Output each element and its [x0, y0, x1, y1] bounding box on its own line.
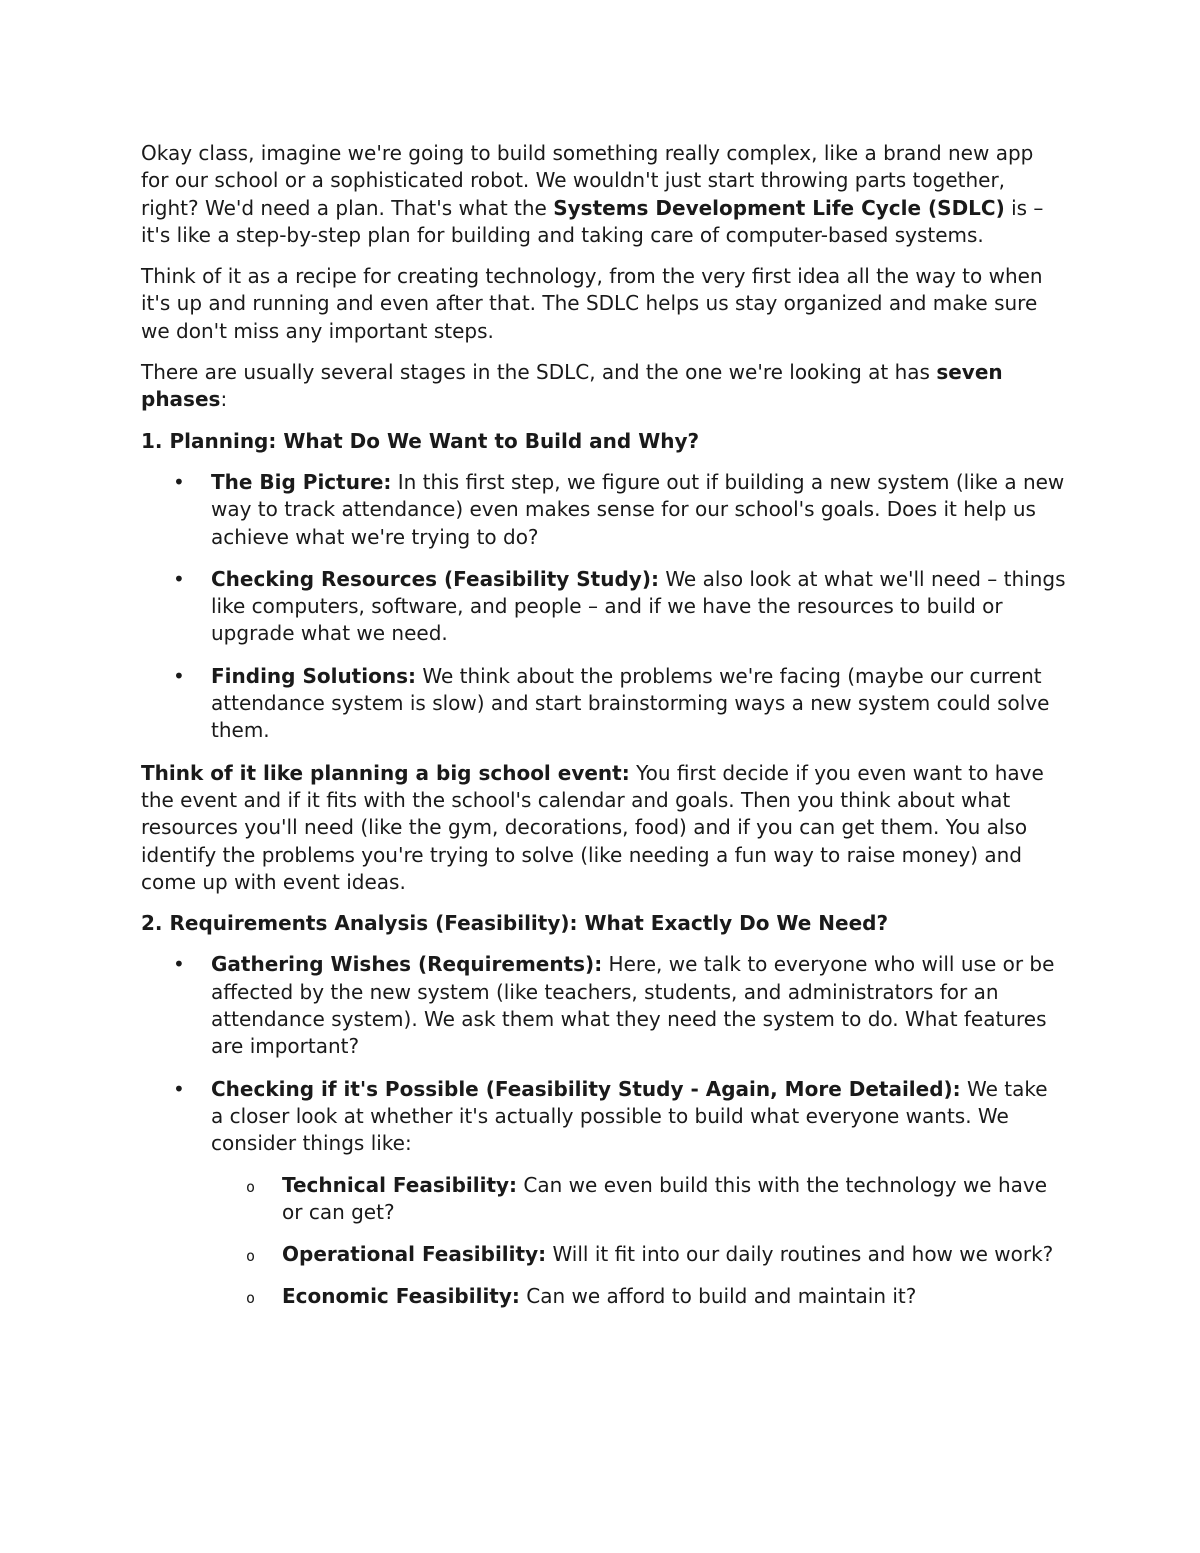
item-text: In this first step, we figure out if building a new system (like a new way to track attendance) even makes sense for our school's goals. Does it help us achieve what we're trying to do?	[211, 469, 1065, 549]
intro-paragraph-3	[141, 359, 1066, 414]
list-item	[141, 1076, 1066, 1311]
item-label: Checking Resources (Feasibility Study):	[211, 566, 659, 591]
list-item	[141, 566, 1066, 648]
subitem-text: Can we even build this with the technology we have or can get?	[282, 1172, 1048, 1224]
circle-bullet-icon: o	[246, 1247, 256, 1266]
analogy-label: Think of it like planning a big school event:	[141, 760, 630, 785]
feasibility-sublist	[211, 1172, 1066, 1311]
item-text: Here, we talk to everyone who will use or be affected by the new system (like teachers, students, and administrators for an attendance system). We ask them what they need the system to do. What features are important?	[211, 952, 1055, 1059]
subitem-label: Operational Feasibility:	[282, 1242, 547, 1267]
section-1-heading: 1. Planning: What Do We Want to Build and Why?	[141, 428, 700, 453]
item-text: We take a closer look at whether it's actually possible to build what everyone wants. We consider things like:	[211, 1076, 1048, 1156]
document-body	[141, 140, 1066, 1326]
bullet-icon: •	[173, 952, 185, 977]
intro-text: There are usually several stages in the SDLC, and the one we're looking at has	[141, 360, 937, 385]
section-2-list	[141, 951, 1066, 1310]
intro-text: Okay class, imagine we're going to build something really complex, like a brand new app for our school or a sophisticated robot. We wouldn't just start throwing parts together, right? We'd need a plan. That's what the	[141, 141, 1034, 220]
section-2-heading: 2. Requirements Analysis (Feasibility): What Exactly Do We Need?	[141, 911, 889, 936]
list-item	[141, 663, 1066, 745]
intro-paragraph-1	[141, 140, 1066, 249]
intro-text: :	[220, 387, 228, 412]
circle-bullet-icon: o	[246, 1289, 256, 1308]
seven-phases-term: seven phases	[141, 360, 1003, 412]
item-label: The Big Picture:	[211, 469, 392, 494]
subitem-text: Will it fit into our daily routines and how we work?	[546, 1242, 1054, 1267]
bullet-icon: •	[173, 663, 185, 688]
item-label: Gathering Wishes (Requirements):	[211, 952, 603, 977]
item-label: Finding Solutions:	[211, 663, 416, 688]
subitem-label: Technical Feasibility:	[282, 1172, 518, 1197]
circle-bullet-icon: o	[246, 1177, 256, 1196]
bullet-icon: •	[173, 566, 185, 591]
sub-list-item	[211, 1241, 1066, 1268]
intro-paragraph-2: Think of it as a recipe for creating technology, from the very first idea all the way to when it's up and running and even after that. The SDLC helps us stay organized and make sure we don't miss any important steps.	[141, 264, 1043, 343]
item-text: We think about the problems we're facing (maybe our current attendance system is slow) and start brainstorming ways a new system could solve them.	[211, 663, 1050, 743]
bullet-icon: •	[173, 469, 185, 494]
list-item	[141, 951, 1066, 1060]
item-text: We also look at what we'll need – things like computers, software, and people – and if we have the resources to build or upgrade what we need.	[211, 566, 1066, 646]
subitem-text: Can we afford to build and maintain it?	[519, 1284, 917, 1309]
item-label: Checking if it's Possible (Feasibility Study - Again, More Detailed):	[211, 1076, 961, 1101]
list-item	[141, 469, 1066, 551]
intro-text: is – it's like a step-by-step plan for building and taking care of computer-based systems.	[141, 195, 1044, 247]
sdlc-term: Systems Development Life Cycle (SDLC)	[553, 195, 1005, 220]
analogy-text: You first decide if you even want to have the event and if it fits with the school's calendar and goals. Then you think about what resources you'll need (like the gym, decorations, food) and if you can get them. You also identify the problems you're trying to solve (like needing a fun way to raise money) and come up with event ideas.	[141, 760, 1044, 894]
analogy-paragraph	[141, 760, 1066, 896]
sub-list-item	[211, 1283, 1066, 1310]
subitem-label: Economic Feasibility:	[282, 1284, 520, 1309]
sub-list-item	[211, 1172, 1066, 1227]
bullet-icon: •	[173, 1076, 185, 1101]
section-1-list	[141, 469, 1066, 745]
